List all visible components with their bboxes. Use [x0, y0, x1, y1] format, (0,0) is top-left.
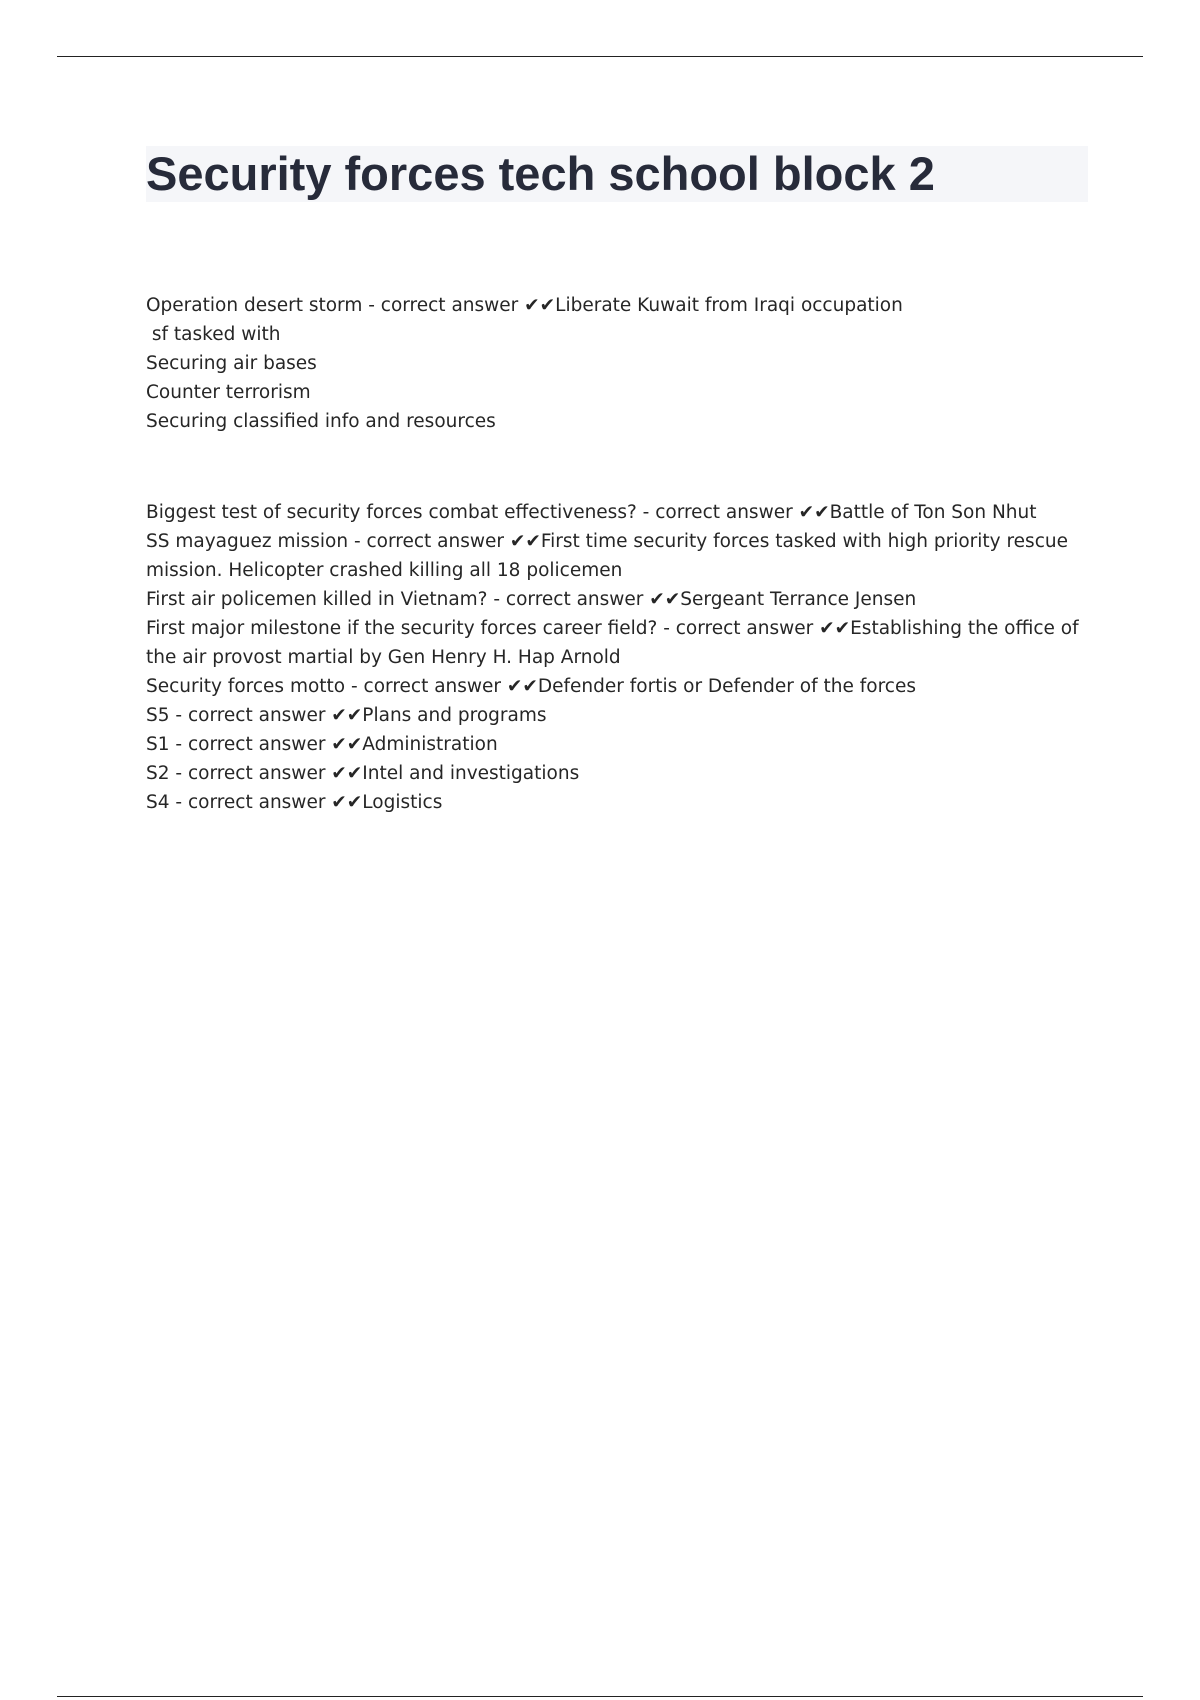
- top-divider: [57, 56, 1143, 57]
- qa-item: S4 - correct answer ✔✔Logistics: [146, 792, 443, 813]
- page-title: Security forces tech school block 2: [146, 147, 935, 200]
- intro-line: Counter terrorism: [146, 382, 311, 403]
- intro-line: sf tasked with: [146, 324, 281, 345]
- intro-line: Securing classified info and resources: [146, 411, 496, 432]
- intro-block: [146, 291, 1091, 436]
- bottom-divider: [57, 1696, 1143, 1697]
- qa-item: First major milestone if the security forces career field? - correct answer ✔✔Establishing the office of the air provost martial by Gen Henry H. Hap Arnold: [146, 618, 1079, 668]
- qa-item: SS mayaguez mission - correct answer ✔✔First time security forces tasked with high priority rescue mission. Helicopter crashed killing all 18 policemen: [146, 531, 1068, 581]
- qa-item: S5 - correct answer ✔✔Plans and programs: [146, 705, 547, 726]
- qa-item: S2 - correct answer ✔✔Intel and investigations: [146, 763, 580, 784]
- document-body: [146, 291, 1091, 817]
- intro-line: Operation desert storm - correct answer ✔✔Liberate Kuwait from Iraqi occupation: [146, 295, 903, 316]
- qa-item: Security forces motto - correct answer ✔✔Defender fortis or Defender of the forces: [146, 676, 916, 697]
- qa-item: Biggest test of security forces combat effectiveness? - correct answer ✔✔Battle of Ton Son Nhut: [146, 502, 1037, 523]
- qa-item: First air policemen killed in Vietnam? - correct answer ✔✔Sergeant Terrance Jensen: [146, 589, 917, 610]
- intro-line: Securing air bases: [146, 353, 317, 374]
- qa-item: S1 - correct answer ✔✔Administration: [146, 734, 498, 755]
